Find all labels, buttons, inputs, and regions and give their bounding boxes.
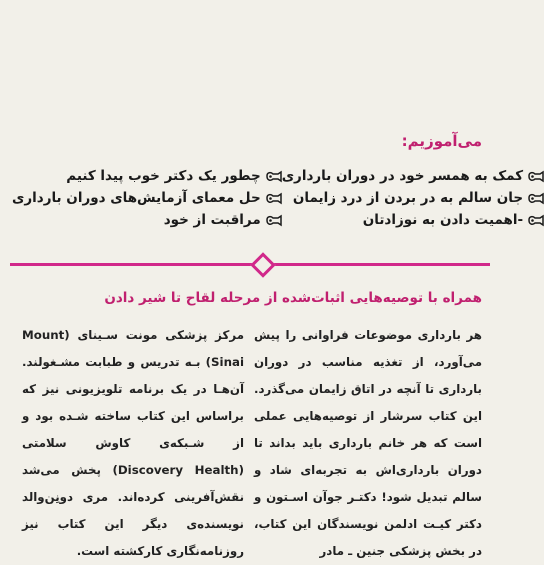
baby-bottle-icon [266,214,282,227]
baby-bottle-icon [528,192,544,205]
list-item-label: کمک به همسر خود در دوران بارداری [281,168,524,184]
list-item-label: حل معمای آزمایش‌های دوران بارداری [12,190,261,206]
baby-bottle-icon [266,192,282,205]
diamond-ornament [250,252,275,277]
section-divider [10,257,490,271]
section-subtitle: همراه با توصیه‌هایی اثبات‌شده از مرحله لقاح تا شیر دادن [104,290,482,306]
baby-bottle-icon [528,214,544,227]
list-item-label: -اهمیت دادن به نوزادتان [362,212,524,228]
list-item [282,168,544,184]
list-item [12,212,282,228]
list-item-label: چطور یک دکتر خوب پیدا کنیم [66,168,261,184]
list-item-label: جان سالم به در بردن از درد زایمان [292,190,524,206]
learn-title: می‌آموزیم: [401,132,482,150]
learn-list [12,168,524,228]
list-item [12,190,282,206]
list-item [282,190,544,206]
learn-list-left-column [282,168,544,228]
list-item [282,212,544,228]
baby-bottle-icon [266,170,282,183]
body-text-right-column: هر بارداری موضوعات فراوانی را پیش می‌آورد، از تغذیه مناسب در دوران بارداری تا آنچه در اتاق زایمان می‌گذرد. این کتاب سرشار از توصیه‌هایی عملی است که هر خانم بارداری باید بداند تا دوران بارداری‌اش به تجربه‌ای شاد و سالم تبدیل شود! دکتـر جوآن اسـتون و دکتر کیـت ادلمن نویسندگان این کتاب، در بخش پزشکی جنین ـ مادر [254,328,482,558]
learn-list-right-column [12,168,282,228]
baby-bottle-icon [528,170,544,183]
list-item [12,168,282,184]
body-text-left-column: مرکز پزشکی مونت سـینای (Mount Sinai) بـه تدریس و طبابت مشـغولند. آن‌هـا در یک برنامه تلویزیونی نیز که براساس این کتاب ساخته شـده بود و از شـبکه‌ی کاوش سلامتی (Discovery Health) پخش می‌شد نقش‌آفرینی کرده‌اند. مری دونِن‌والد نویسنده‌ی دیگر این کتاب نیز روزنامه‌نگاری کارکشته است. [22,328,244,558]
list-item-label: مراقبت از خود [163,212,261,228]
